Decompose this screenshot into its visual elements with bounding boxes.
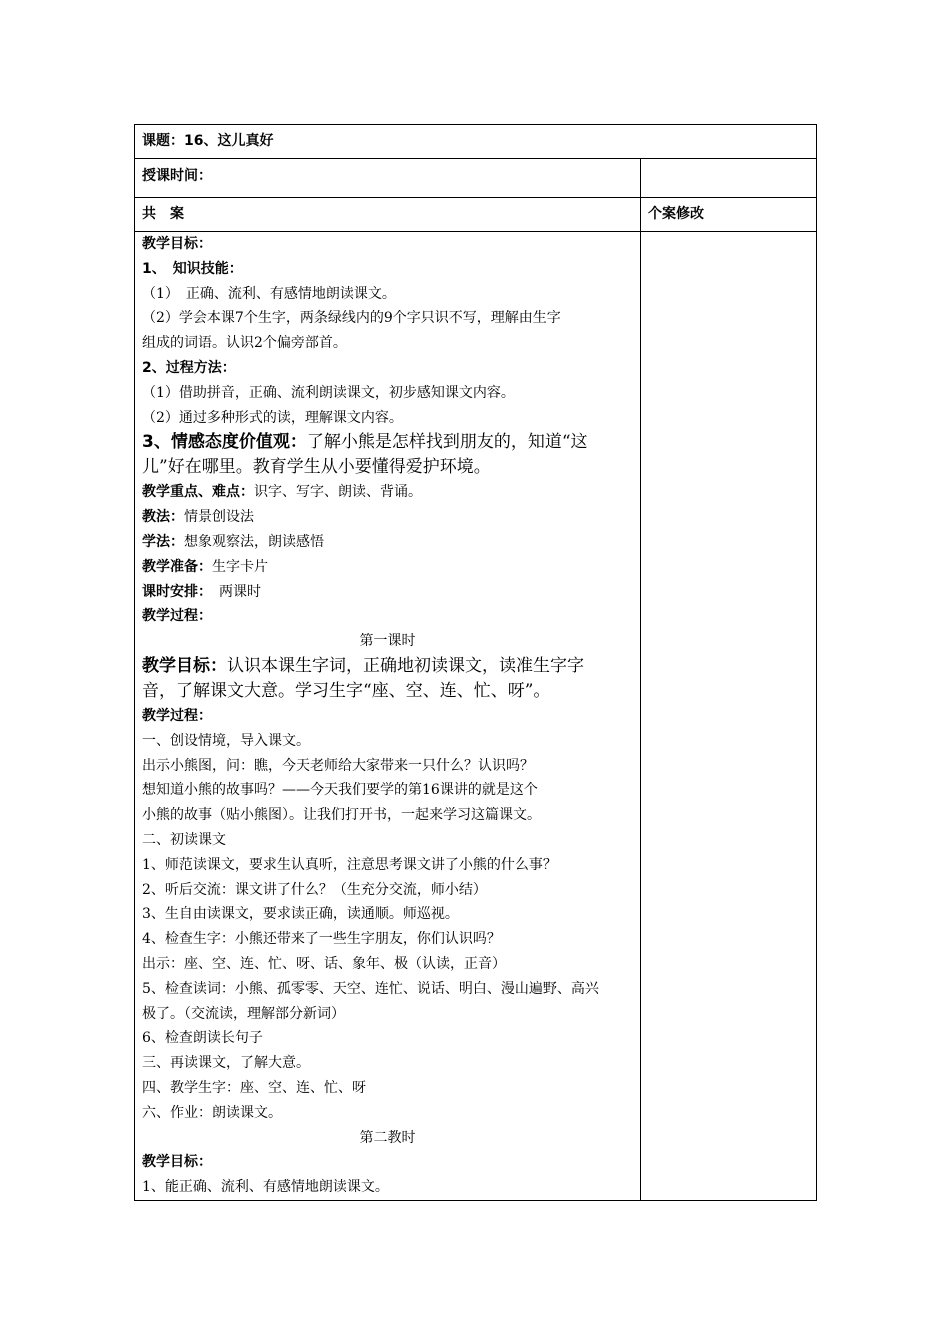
content-line — [142, 530, 633, 555]
lesson-plan-table — [134, 124, 817, 1201]
content-line — [142, 654, 633, 679]
teaching-time-label: 授课时间： — [135, 159, 641, 198]
line-text: 1、能正确、流利、有感情地朗读课文。 — [142, 1179, 389, 1196]
content-line — [142, 381, 633, 406]
line-text: 四、教学生字：座、空、连、忙、呀 — [142, 1079, 366, 1096]
shared-plan-header: 共 案 — [135, 198, 641, 232]
line-text: 第一课时 — [359, 633, 416, 650]
content-line — [142, 828, 633, 853]
line-text: （1） 正确、流利、有感情地朗读课文。 — [142, 285, 396, 302]
line-heading: 教学目标： — [142, 236, 212, 252]
content-line — [142, 927, 633, 952]
line-text: 一、创设情境，导入课文。 — [142, 732, 310, 749]
content-line — [142, 1175, 633, 1200]
line-heading: 2、过程方法： — [142, 359, 236, 376]
content-line — [142, 878, 633, 903]
content-line — [142, 430, 633, 455]
content-line — [142, 729, 633, 754]
content-line — [142, 406, 633, 431]
line-text: 5、检查读词：小熊、孤零零、天空、连忙、说话、明白、漫山遍野、高兴 — [142, 980, 599, 997]
line-heading: 教学过程： — [142, 608, 212, 625]
content-line — [142, 704, 633, 729]
line-text: 极了。（交流读，理解部分新词） — [142, 1005, 345, 1022]
line-text: （2）通过多种形式的读，理解课文内容。 — [142, 409, 403, 426]
line-text: 想象观察法，朗读感悟 — [184, 533, 324, 550]
header-row — [135, 198, 817, 232]
shared-plan-content — [135, 232, 641, 1201]
line-text: 3、生自由读课文，要求读正确，读通顺。师巡视。 — [142, 906, 459, 923]
content-line — [142, 952, 633, 977]
individual-revision-content — [641, 232, 817, 1201]
line-text: 儿”好在哪里。教育学生从小要懂得爱护环境。 — [142, 457, 491, 478]
content-line — [142, 1126, 633, 1151]
content-line — [142, 505, 633, 530]
line-text: 了解小熊是怎样找到朋友的，知道“这 — [306, 432, 588, 453]
line-text: 4、检查生字：小熊还带来了一些生字朋友，你们认识吗？ — [142, 931, 501, 948]
content-line — [142, 232, 633, 257]
line-text: 想知道小熊的故事吗？——今天我们要学的第16课讲的就是这个 — [142, 782, 538, 799]
line-text: （2）学会本课7个生字，两条绿线内的9个字只识不写，理解由生字 — [142, 310, 561, 327]
line-heading: 教法： — [142, 509, 184, 526]
content-line — [142, 679, 633, 704]
line-text: 出示：座、空、连、忙、呀、话、象年、极（认读，正音） — [142, 955, 506, 972]
line-heading: 教学准备： — [142, 558, 212, 575]
line-text: 6、检查朗读长句子 — [142, 1030, 263, 1047]
content-line — [142, 1076, 633, 1101]
line-text: 2、听后交流：课文讲了什么？（生充分交流，师小结） — [142, 881, 487, 898]
content-line — [142, 778, 633, 803]
line-heading: 3、情感态度价值观： — [142, 432, 307, 453]
line-text: 六、作业：朗读课文。 — [142, 1104, 282, 1121]
line-text: 二、初读课文 — [142, 831, 226, 848]
time-row — [135, 159, 817, 198]
title-row — [135, 125, 817, 159]
content-line — [142, 629, 633, 654]
content-line — [142, 331, 633, 356]
content-line — [142, 580, 633, 605]
line-heading: 教学重点、难点： — [142, 484, 254, 501]
content-line — [142, 1101, 633, 1126]
line-text: 认识本课生字词，正确地初读课文，读准生字字 — [227, 655, 584, 676]
line-text: （1）借助拼音，正确、流利朗读课文，初步感知课文内容。 — [142, 384, 515, 401]
line-heading: 1、 知识技能： — [142, 260, 243, 277]
content-line — [142, 356, 633, 381]
line-text: 组成的词语。认识2个偏旁部首。 — [142, 335, 347, 352]
line-text: 三、再读课文，了解大意。 — [142, 1055, 310, 1072]
content-line — [142, 754, 633, 779]
content-line — [142, 853, 633, 878]
content-line — [142, 282, 633, 307]
content-line — [142, 1026, 633, 1051]
line-text: 小熊的故事（贴小熊图）。让我们打开书，一起来学习这篇课文。 — [142, 807, 541, 824]
content-row — [135, 232, 817, 1201]
line-text: 两课时 — [205, 583, 261, 600]
content-line — [142, 455, 633, 480]
content-line — [142, 1051, 633, 1076]
content-line — [142, 803, 633, 828]
content-line — [142, 257, 633, 282]
line-text: 第二教时 — [359, 1129, 416, 1146]
line-text: 生字卡片 — [212, 558, 268, 575]
content-line — [142, 902, 633, 927]
content-line — [142, 306, 633, 331]
line-heading: 课时安排： — [142, 583, 205, 600]
line-heading: 教学目标： — [142, 655, 227, 676]
content-line — [142, 480, 633, 505]
line-heading: 教学过程： — [142, 707, 212, 724]
content-line — [142, 977, 633, 1002]
line-text: 识字、写字、朗读、背诵。 — [254, 484, 422, 501]
line-text: 1、师范读课文，要求生认真听，注意思考课文讲了小熊的什么事？ — [142, 856, 557, 873]
line-text: 音，了解课文大意。学习生字“座、空、连、忙、呀”。 — [142, 680, 551, 701]
line-text: 出示小熊图，问：瞧，今天老师给大家带来一只什么？认识吗？ — [142, 757, 534, 774]
teaching-time-cell — [641, 159, 817, 198]
line-text: 情景创设法 — [184, 509, 254, 526]
line-heading: 学法： — [142, 533, 184, 550]
line-heading: 教学目标： — [142, 1154, 212, 1171]
lesson-title: 课题：16、这儿真好 — [135, 125, 817, 159]
content-line — [142, 1002, 633, 1027]
content-line — [142, 555, 633, 580]
content-line — [142, 604, 633, 629]
content-line — [142, 1150, 633, 1175]
individual-revision-header: 个案修改 — [641, 198, 817, 232]
